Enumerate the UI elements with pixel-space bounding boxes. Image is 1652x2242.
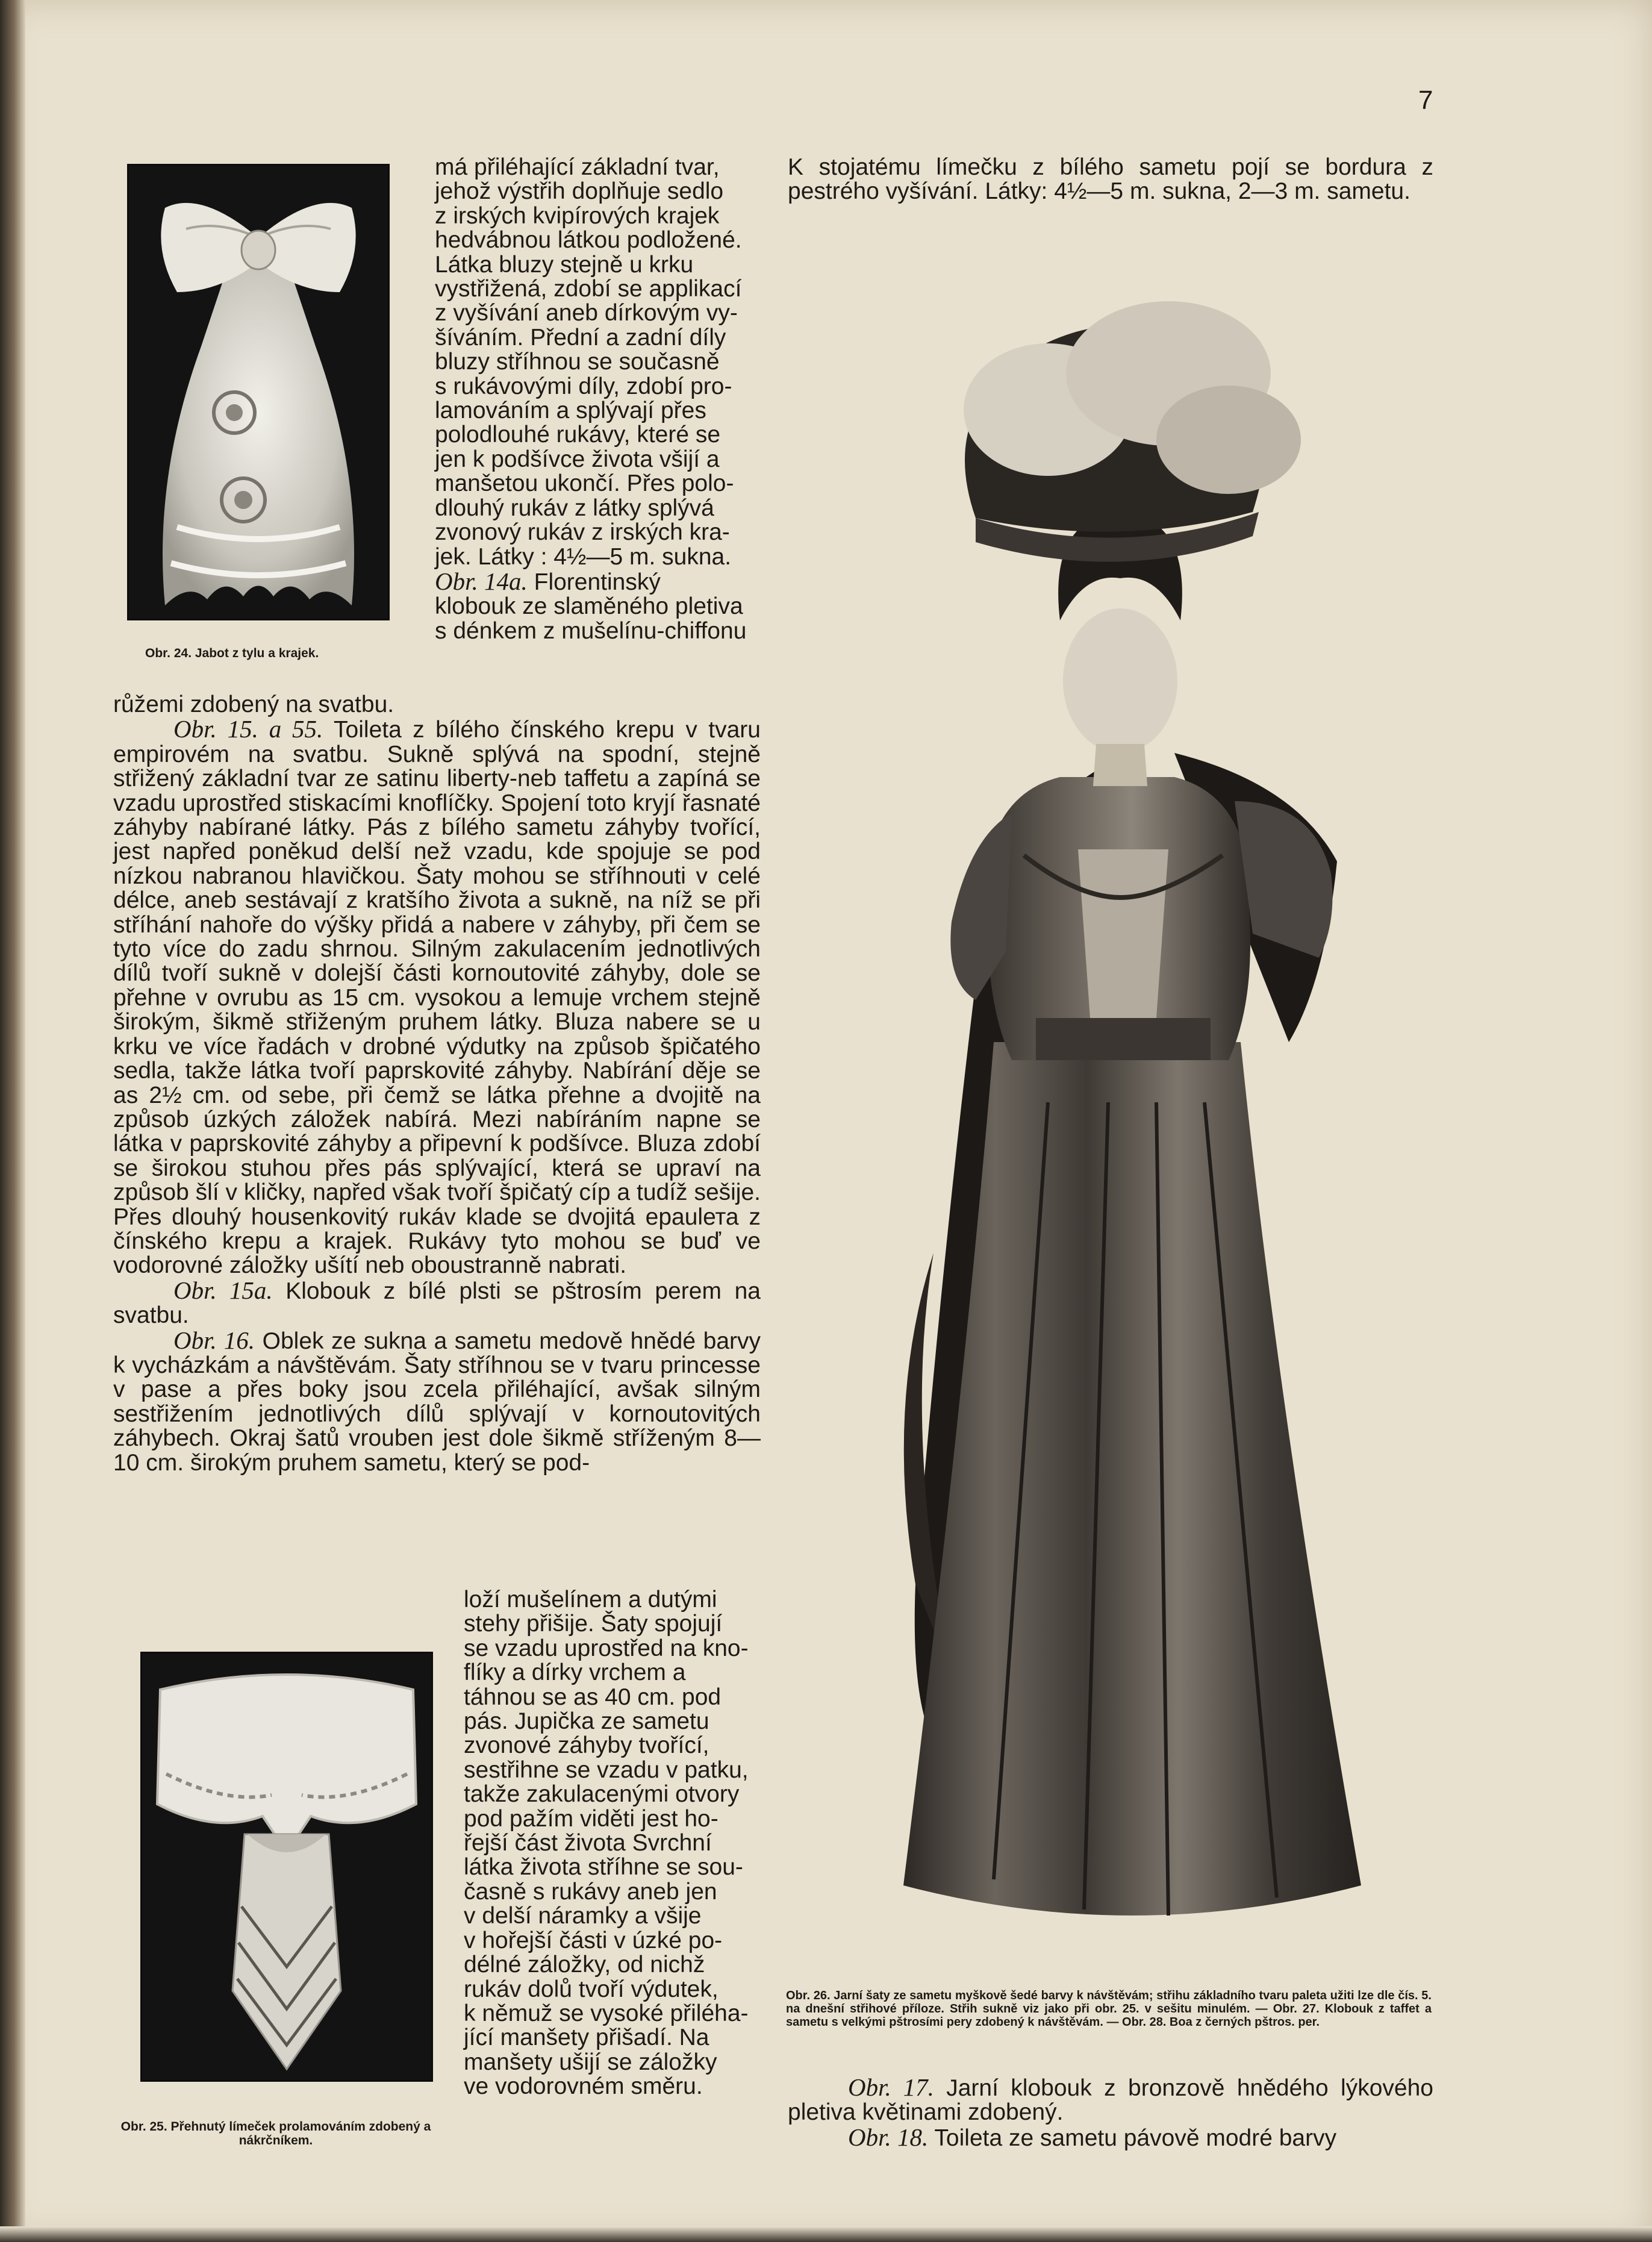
column-middle-upper (435, 155, 757, 643)
text-line: z vyšívání aneb dírkovým vy- (435, 300, 738, 326)
text-line: s dénkem z mušelínu-chiffonu (435, 617, 747, 644)
text-line: stehy přišije. Šaty spojují (464, 1611, 723, 1637)
figure-ref: Obr. 18. (848, 2123, 929, 2151)
figure-ref: Obr. 14a. (435, 567, 528, 595)
paragraph-text: Jarní klobouk z bronzově hnědého lýkového pletiva květinami zdobený. (788, 2075, 1433, 2126)
paragraph-text: Toileta ze sametu pávově modré barvy (934, 2125, 1337, 2151)
paragraph (788, 2075, 1433, 2125)
text-line: táhnou se as 40 cm. pod (464, 1684, 722, 1710)
paragraph (113, 1278, 761, 1328)
text-line: polodlouhé rukávy, které se (435, 422, 721, 448)
paragraph (113, 1328, 761, 1475)
text-line: v delší náramky a všije (464, 1903, 702, 1929)
text-line: pás. Jupička ze sametu (464, 1708, 709, 1735)
text-line: šíváním. Přední a zadní díly (435, 324, 726, 351)
text-line: pod pažím viděti jest ho- (464, 1805, 718, 1832)
figure-24-caption: Obr. 24. Jabot z tylu a krajek. (145, 646, 319, 660)
figure-25-caption: Obr. 25. Přehnutý límeček prolamováním zdobený a nákrčníkem. (120, 2120, 431, 2147)
text-span: Florentinský (534, 569, 661, 595)
text-line: Látka bluzy stejně u krku (435, 251, 694, 278)
page-binding-edge (0, 0, 25, 2242)
column-left-wide (113, 693, 761, 1475)
paragraph (113, 717, 761, 1278)
text-line: zvonové záhyby tvořící, (464, 1732, 709, 1759)
text-line (435, 569, 757, 595)
text-line: vystřižená, zdobí se applikací (435, 276, 742, 302)
text-line: sestřihne se vzadu v patku, (464, 1756, 749, 1783)
figure-26-28-caption: Obr. 26. Jarní šaty ze sametu myškově šedé barvy k návštěvám; střihu základního tvaru paleta užiti lze dle čís. 5. na dnešní střihové příloze. Střih sukně viz jako při obr. 25. v sešitu minulém. — Obr. 27. Klobouk z taffet a sametu s velkými pštrosími pery zdobený k návštěvám. — Obr. 28. Boa z černých pštros. per. (786, 1989, 1432, 2029)
text-line: látka života stříhne se sou- (464, 1854, 743, 1881)
text-line: bluzy stříhnou se současně (435, 349, 720, 375)
text-line: v hořejší části v úzké po- (464, 1927, 723, 1953)
text-line: takže zakulacenými otvory (464, 1781, 740, 1808)
text-line: ve vodorovném směru. (464, 2073, 703, 2100)
text-line: jící manšety přišadí. Na (464, 2025, 709, 2051)
text-line: klobouk ze slaměného pletiva (435, 593, 743, 620)
text-line: má přiléhající základní tvar, (435, 154, 720, 180)
text-line: k němuž se vysoké přiléha- (464, 2000, 749, 2026)
text-line: lamováním a splývají přes (435, 398, 706, 424)
text-line: loží mušelínem a dutými (464, 1587, 717, 1613)
text-line: manšetou ukončí. Přes polo- (435, 470, 734, 497)
text-line: délné záložky, od nichž (464, 1952, 705, 1978)
text-line: manšety ušijí se záložky (464, 2049, 717, 2075)
figure-ref: Obr. 15. a 55. (173, 715, 323, 743)
text-line: rukáv dolů tvoří výdutek, (464, 1976, 718, 2002)
text-line: jek. Látky : 4½—5 m. sukna. (435, 543, 732, 570)
page-number: 7 (1418, 86, 1433, 115)
jabot-illustration (127, 164, 390, 620)
page-bottom-edge (0, 2226, 1652, 2242)
column-right-top (788, 155, 1433, 204)
text-line: jen k podšívce života všijí a (435, 446, 720, 472)
text-line: hedvábnou látkou podložené. (435, 227, 742, 254)
column-middle-narrow (464, 1588, 757, 2099)
paragraph-text: K stojatému límečku z bílého sametu pojí se bordura z pestrého vyšívání. Látky: 4½—5 m. sukna, 2—3 m. sametu. (788, 154, 1433, 205)
text-line: z irských kvipírových krajek (435, 202, 720, 229)
text-line: s rukávovými díly, zdobí pro- (435, 373, 732, 399)
text-line: jehož výstřih doplňuje sedlo (435, 178, 724, 205)
column-right-bottom (788, 2075, 1433, 2150)
text-line: flíky a dírky vrchem a (464, 1660, 686, 1686)
figure-ref: Obr. 16. (173, 1326, 255, 1354)
text-line: řejší část života Svrchní (464, 1830, 712, 1856)
paragraph (788, 2125, 1433, 2150)
fashion-plate-illustration (795, 259, 1445, 1970)
text-line: zvonový rukáv z irských kra- (435, 519, 730, 546)
figure-ref: Obr. 17. (848, 2073, 934, 2101)
figure-ref: Obr. 15a. (173, 1276, 273, 1304)
paragraph-text: Toileta z bílého čínského krepu v tvaru empirovém na svatbu. Sukně splývá na spodní, stejně střižený základní tvar ze satinu liberty-neb taffetu a zapíná se vzadu uprostřed stiskacími knoflíčky. Spojení toto kryjí řasnaté záhyby nabírané látky. Pás z bílého sametu záhyby tvořící, jest napřed poněkud delší než vzadu, kde spojuje se pod nízkou nabranou hlavičkou. Šaty mohou se stříhnouti v celé délce, aneb sestávají z kratšího života a sukně, na níž se při stříhání nahoře do výšky přidá a nabere v záhyby, při čem se tyto více do zadu shrnou. Silným zakulacením jednotlivých dílů tvoří sukně v dolejší části kornoutovité záhyby, dole se přehne v ovrubu as 15 cm. vysokou a lemuje vrchem stejně širokým, šikmě střiženým pruhem látky. Bluza nabere se u krku ve více řadách v drobné výdutky na způsob špičatého sedla, takže látka tvoří paprskovité záhyby. Nabírání děje se as 2½ cm. od sebe, při čemž se látka přehne a dvojitě na způsob úzkých záložek nabírá. Mezi nabíráním napne se látka v paprskovité záhyby a připevní k podšívce. Bluza zdobí se širokou stuhou přes pás splývající, která se upraví na způsob šlí v kličky, napřed však tvoří špičatý cíp a tudíž sešije. Přes dlouhý housenkovitý rukáv klade se dvojitá epaulета z čínského krepu a krajek. Rukávy tyto mohou se buď ve vodorovné záložky ušítí neb oboustranně nabrati. (113, 717, 761, 1279)
paragraph-text: Oblek ze sukna a sametu medově hnědé barvy k vycházkám a návštěvám. Šaty stříhnou se v tvaru princesse v pase a přes boky jsou zcela přiléhající, avšak silným sestřižením jednotlivých dílů splývají v kornoutovitých záhybech. Okraj šatů vrouben jest dole šikmě stříženým 8—10 cm. širokým pruhem sametu, který se pod- (113, 1328, 761, 1476)
text-line: se vzadu uprostřed na kno- (464, 1635, 749, 1661)
paragraph-text: Klobouk z bílé plsti se pštrosím perem na svatbu. (113, 1278, 761, 1329)
text-line: růžemi zdobený na svatbu. (113, 692, 394, 717)
text-line: dlouhý rukáv z látky splývá (435, 495, 714, 521)
collar-illustration (140, 1652, 433, 2082)
text-line: časně s rukávy aneb jen (464, 1878, 717, 1905)
